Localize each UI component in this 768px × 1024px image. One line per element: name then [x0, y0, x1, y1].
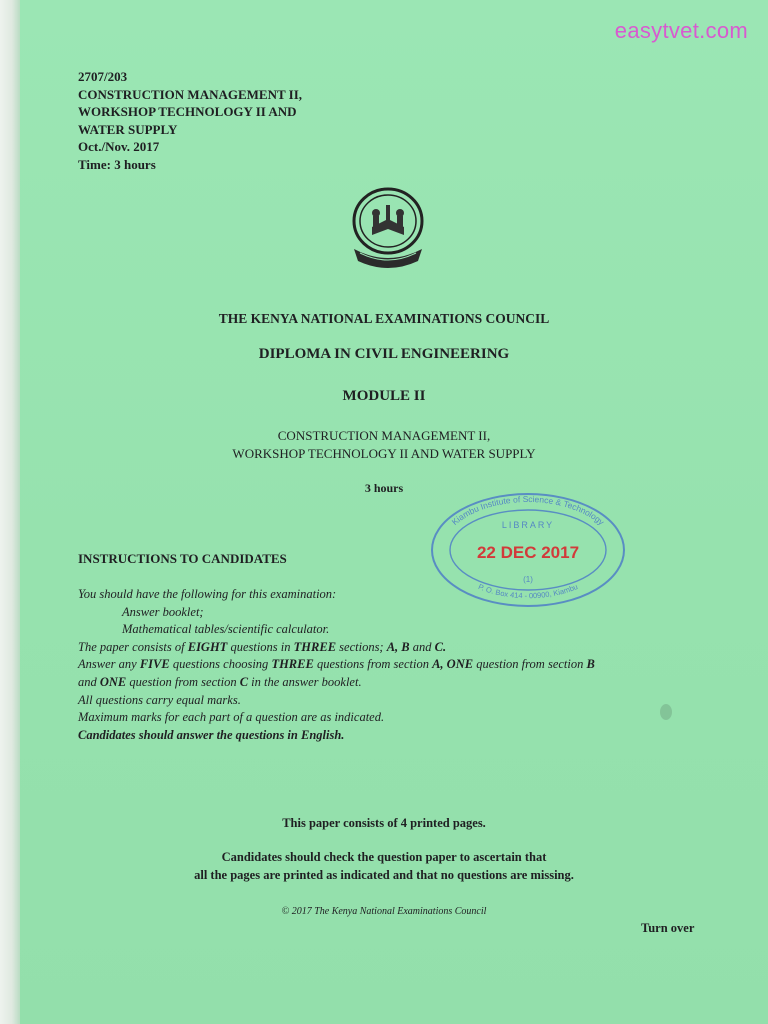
exam-date: Oct./Nov. 2017 — [78, 139, 160, 154]
instruction-line: Candidates should answer the questions in English. — [78, 727, 345, 742]
stamp-institution: Kiambu Institute of Science & Technology — [449, 493, 607, 528]
paper-code: 2707/203 — [78, 69, 128, 84]
stamp-library: LIBRARY — [501, 520, 555, 530]
instruction-line: Maximum marks for each part of a question are as indicated. — [78, 710, 385, 725]
exam-duration: 3 hours — [364, 481, 404, 495]
council-name: THE KENYA NATIONAL EXAMINATIONS COUNCIL — [218, 311, 550, 326]
instruction-line: The paper consists of EIGHT questions in THREE sections; A, B and C. — [78, 639, 447, 654]
instruction-line: Answer any FIVE questions choosing THREE questions from section A, ONE question from section B — [78, 657, 595, 672]
paper-header — [78, 68, 302, 173]
instruction-line: Answer booklet; — [122, 604, 204, 619]
paper-title-line-3: WATER SUPPLY — [78, 121, 178, 137]
paper-smudge — [660, 704, 672, 720]
copyright: © 2017 The Kenya National Examinations Council — [281, 906, 487, 917]
paper-title-line-2: WORKSHOP TECHNOLOGY II AND — [78, 104, 297, 119]
diploma-title: DIPLOMA IN CIVIL ENGINEERING — [258, 346, 510, 362]
instruction-line: All questions carry equal marks. — [78, 692, 241, 707]
subject-line-2: WORKSHOP TECHNOLOGY II AND WATER SUPPLY — [232, 446, 536, 461]
knec-crest-icon — [346, 183, 430, 273]
stamp-date: 22 DEC 2017 — [476, 543, 580, 562]
instruction-line: Mathematical tables/scientific calculator. — [122, 622, 330, 637]
page-count-note: This paper consists of 4 printed pages. — [282, 816, 486, 830]
turn-over: Turn over — [641, 921, 695, 935]
watermark: easytvet.com — [614, 18, 748, 43]
instructions-heading: INSTRUCTIONS TO CANDIDATES — [78, 551, 287, 566]
stamp-address: P. O. Box 414 - 00900, Kiambu — [476, 582, 580, 601]
instructions-list — [78, 586, 595, 744]
subject-line-1: CONSTRUCTION MANAGEMENT II, — [277, 428, 491, 443]
exam-time: Time: 3 hours — [78, 156, 156, 172]
paper-title-line-1: CONSTRUCTION MANAGEMENT II, — [78, 86, 303, 102]
module-title: MODULE II — [342, 388, 426, 404]
stamp-number: (1) — [523, 575, 533, 584]
check-note-line-2: all the pages are printed as indicated and that no questions are missing. — [194, 868, 574, 882]
instruction-line: and ONE question from section C in the answer booklet. — [78, 674, 362, 689]
instruction-line: You should have the following for this examination: — [78, 587, 337, 601]
check-note-line-1: Candidates should check the question paper to ascertain that — [221, 850, 547, 864]
